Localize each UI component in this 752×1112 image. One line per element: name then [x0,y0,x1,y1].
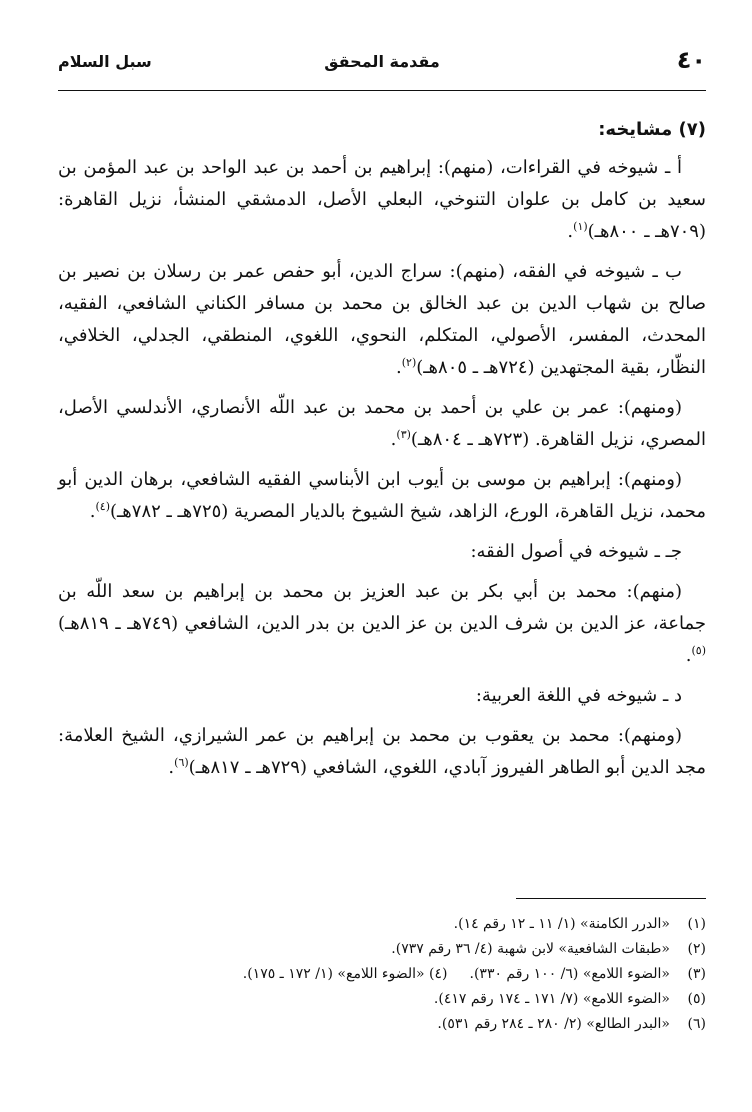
running-header [58,40,706,91]
footnote-text: «طبقات الشافعية» لابن شهبة (٤/ ٣٦ رقم ٧٣٧). [391,941,670,957]
footnotes [58,912,706,1037]
footnote-text: «البدر الطالع» (٢/ ٢٨٠ ـ ٢٨٤ رقم ٥٣١). [437,1016,670,1032]
footnote-number: (٣) [687,966,706,982]
paragraph: ب ـ شيوخه في الفقه، (منهم): سراج الدين، أبو حفص عمر بن رسلان بن نصير بن صالح بن شهاب الدين بن عبد الخالق بن محمد بن مسافر الكناني الشافعي، الفقيه، المحدث، المفسر، الأصولي، المتكلم، النحوي، اللغوي، المنطقي، الجدلي، الخلافي، النظّار، بقية المجتهدين (٧٢٤هـ ـ ٨٠٥هـ)$^{(٢)}$. [58,261,706,378]
book-title: سبل السلام [58,52,152,71]
footnote-text: «الضوء اللامع» (٦/ ١٠٠ رقم ٣٣٠).(٤) «الضوء اللامع» (١/ ١٧٢ ـ ١٧٥). [242,966,670,982]
book-page [58,40,706,1080]
footnote-ref: (٤) [95,500,110,513]
main-text [58,114,706,792]
footnote [58,912,706,937]
paragraph: (ومنهم): إبراهيم بن موسى بن أيوب ابن الأبناسي الفقيه الشافعي، برهان الدين أبو محمد، نزيل القاهرة، الورع، الزاهد، شيخ الشيوخ بالديار المصرية (٧٢٥هـ ـ ٧٨٢هـ)$^{(٤)}$. [58,469,706,522]
footnote [58,1012,706,1037]
footnote-ref: (٢) [401,356,417,369]
page-number: ٤٠ [676,46,706,74]
footnote-divider [516,898,706,899]
paragraph: أ ـ شيوخه في القراءات، (منهم): إبراهيم بن أحمد بن عبد الواحد بن عبد المؤمن بن سعيد بن كامل بن علوان التنوخي، البعلي الأصل، الدمشقي المنشأ، نزيل القاهرة: (٧٠٩هـ ـ ٨٠٠هـ)$^{(١)}$. [58,157,706,242]
sub-heading: جـ ـ شيوخه في أصول الفقه: [470,541,682,562]
footnote-ref: (٥) [691,644,706,657]
paragraph: (ومنهم): عمر بن علي بن أحمد بن محمد بن عبد اللّه الأنصاري، الأندلسي الأصل، المصري، نزيل القاهرة. (٧٢٣هـ ـ ٨٠٤هـ)$^{(٣)}$. [58,397,706,450]
sub-heading: د ـ شيوخه في اللغة العربية: [475,685,682,706]
chapter-title: مقدمة المحقق [324,52,440,71]
section-heading: (٧) مشايخه: [598,119,706,140]
footnote-text: «الدرر الكامنة» (١/ ١١ ـ ١٢ رقم ١٤). [453,916,670,932]
footnote-number: (٥) [687,991,706,1007]
footnote-ref: (٣) [396,428,411,441]
footnote [58,962,706,987]
footnote [58,987,706,1012]
footnote-ref: (٦) [174,756,189,769]
footnote-number: (٦) [687,1016,706,1032]
paragraph: (ومنهم): محمد بن يعقوب بن محمد بن إبراهيم بن عمر الشيرازي، الشيخ العلامة: مجد الدين أبو الطاهر الفيروز آبادي، اللغوي، الشافعي (٧٢٩هـ ـ ٨١٧هـ)$^{(٦)}$. [58,725,706,778]
footnote-text: «الضوء اللامع» (٧/ ١٧١ ـ ١٧٤ رقم ٤١٧). [433,991,670,1007]
paragraph: (منهم): محمد بن أبي بكر بن عبد العزيز بن محمد بن إبراهيم بن سعد اللّه بن جماعة، عز الدين بن شرف الدين بن عز الدين بن بدر الدين، الشافعي (٧٤٩هـ ـ ٨١٩هـ)$^{(٥)}$. [58,581,707,666]
footnote [58,937,706,962]
footnote-number: (١) [687,916,706,932]
footnote-number: (٢) [687,941,706,957]
footnote-ref: (١) [573,220,588,233]
